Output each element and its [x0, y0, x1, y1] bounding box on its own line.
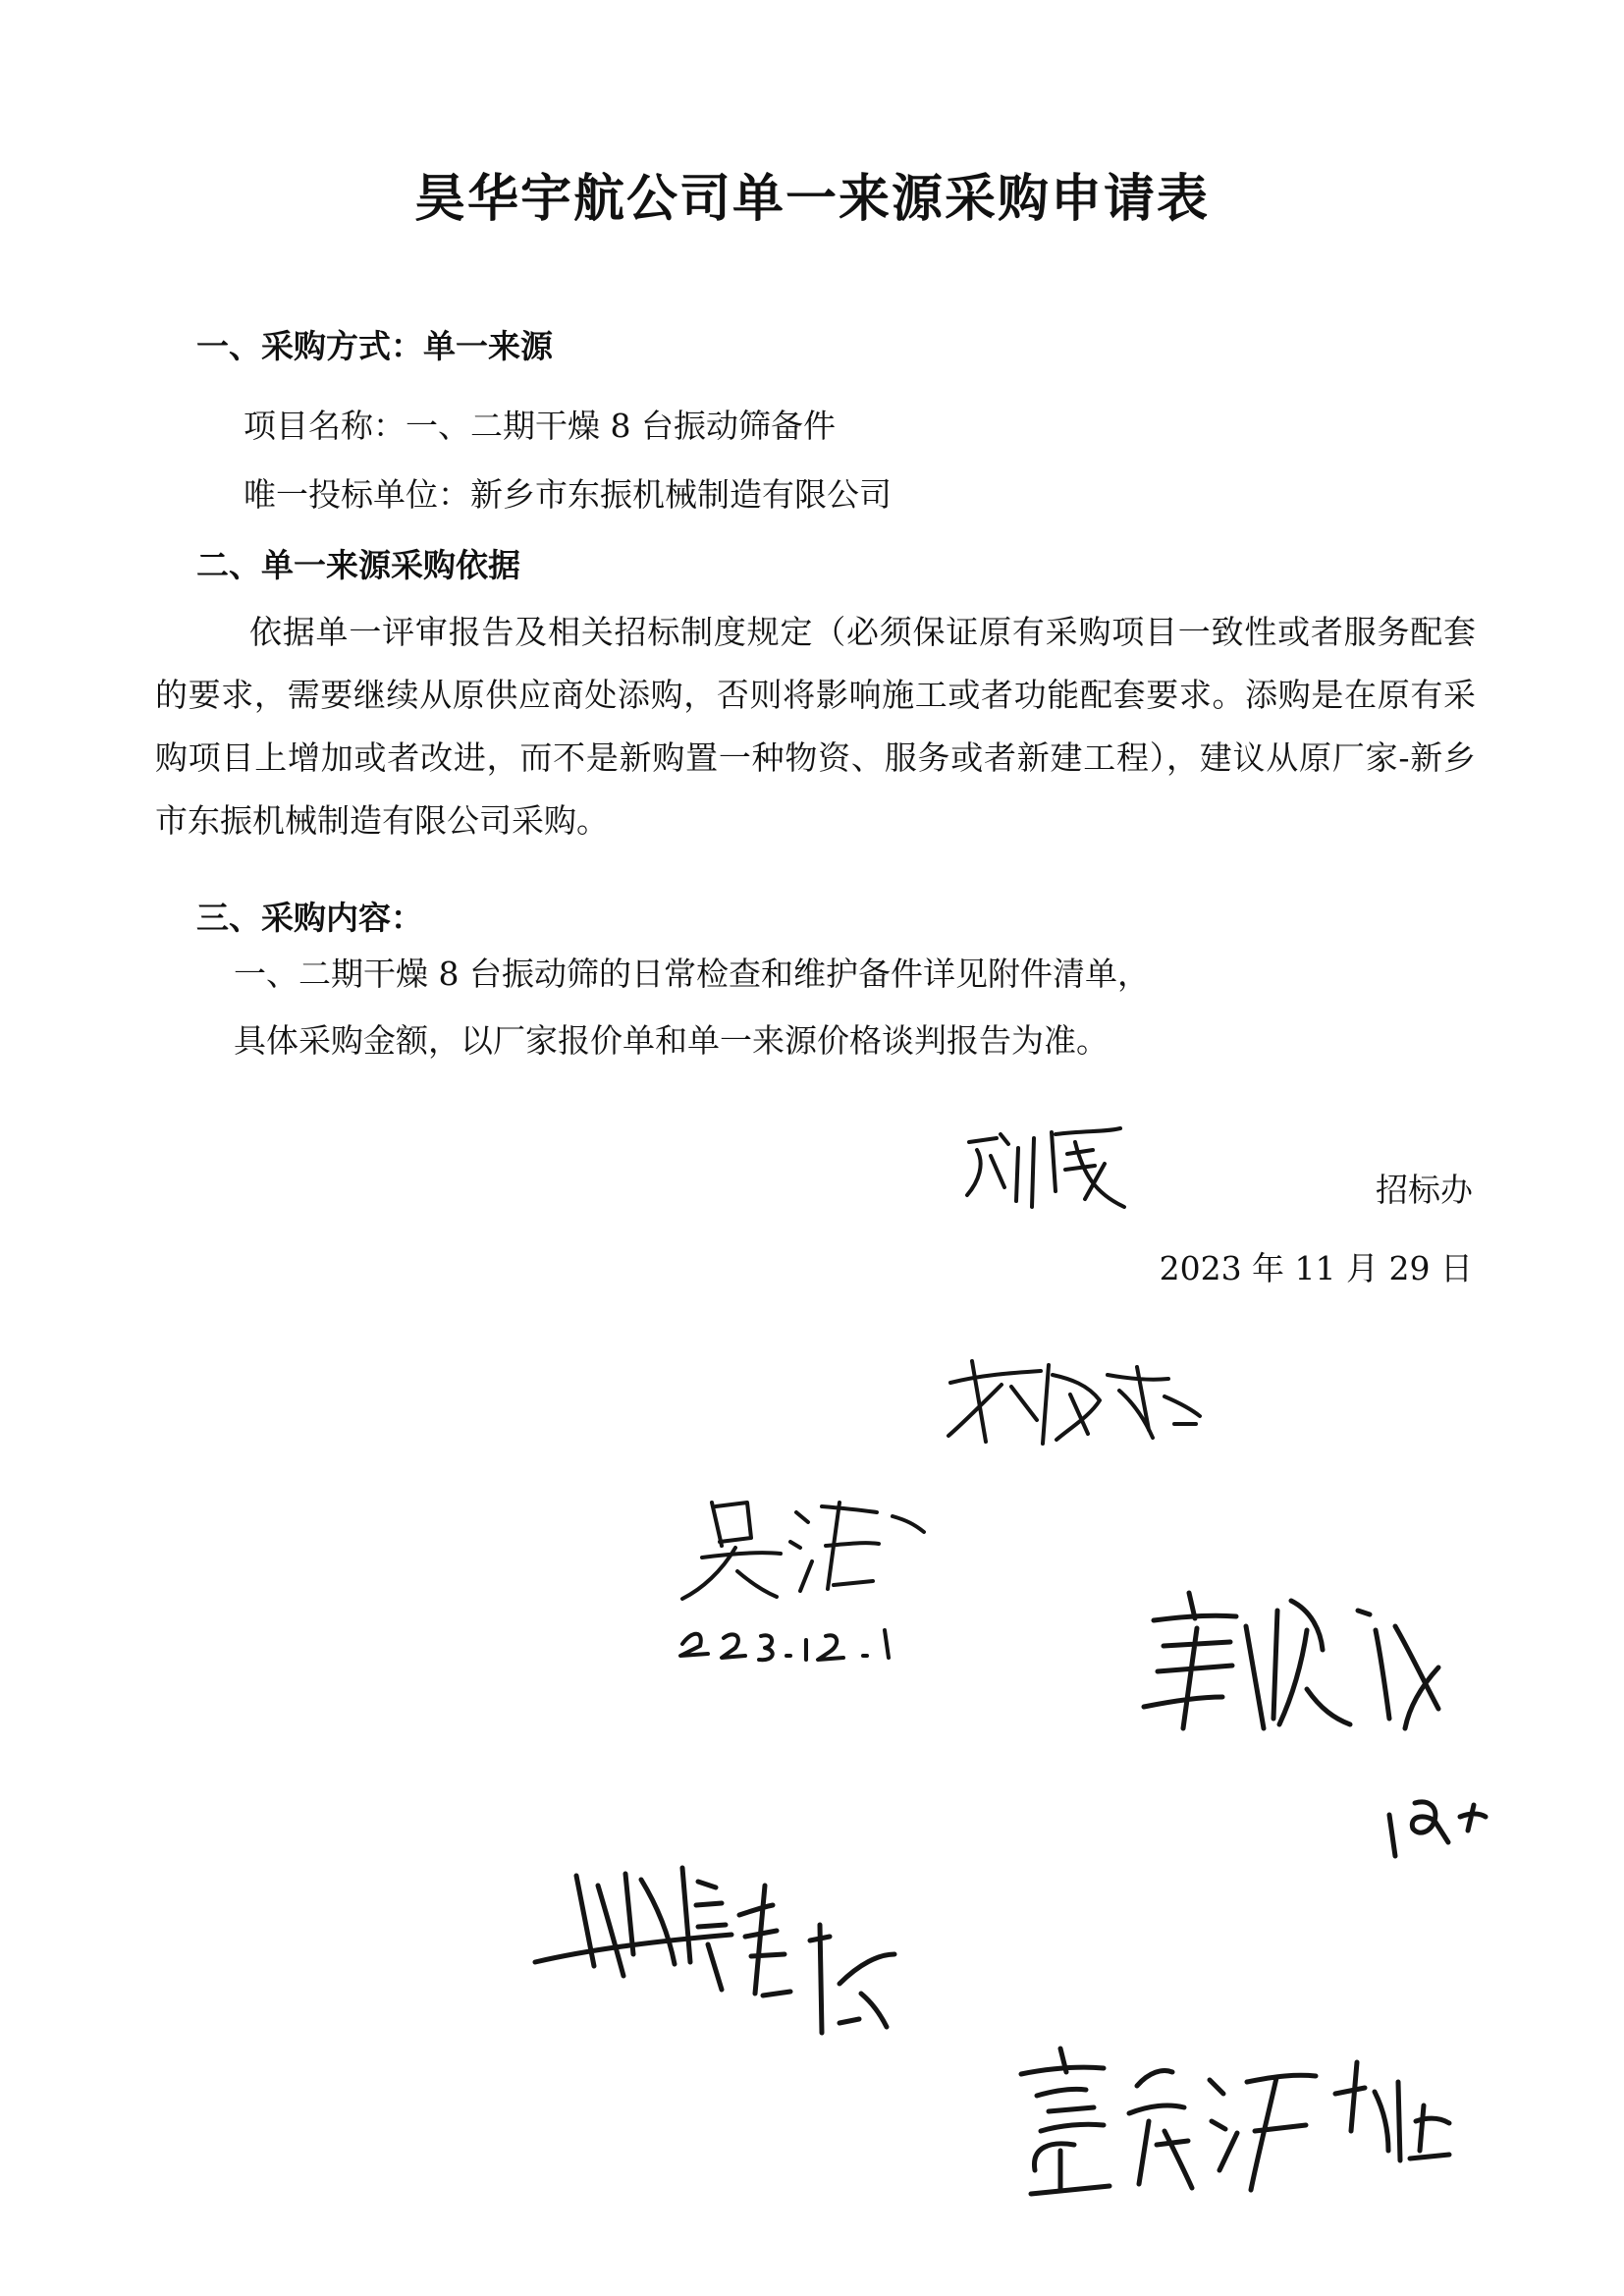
section2-heading: 二、单一来源采购依据 [196, 546, 520, 584]
section2-body: 依据单一评审报告及相关招标制度规定（必须保证原有采购项目一致性或者服务配套的要求，需要继续从原供应商处添购，否则将影响施工或者功能配套要求。添购是在原有采购项目上增加或者改进，而不是新购置一种物资、服务或者新建工程），建议从原厂家-新乡市东振机械制造有限公司采购。 [155, 613, 1476, 840]
office-name: 招标办 [1376, 1171, 1473, 1209]
section3-line2: 具体采购金额，以厂家报价单和单一来源价格谈判报告为准。 [234, 1021, 1109, 1060]
signature-3 [653, 1483, 967, 1669]
bidder-name: 新乡市东振机械制造有限公司 [470, 475, 892, 514]
project-name: 一、二期干燥 8 台振动筛备件 [406, 407, 836, 445]
bidder-label: 唯一投标单位： [244, 475, 470, 514]
signoff-date: 2023 年 11 月 29 日 [1159, 1249, 1473, 1287]
section1-heading: 一、采购方式：单一来源 [196, 327, 553, 365]
signature-5 [515, 1846, 928, 2043]
project-row [244, 407, 836, 446]
section3-line1: 一、二期干燥 8 台振动筛的日常检查和维护备件详见附件清单， [234, 955, 1150, 993]
document-title: 昊华宇航公司单一来源采购申请表 [413, 170, 1210, 229]
signature-1 [957, 1105, 1134, 1213]
bidder-row [244, 475, 892, 515]
project-label: 项目名称： [244, 407, 406, 445]
signature-6 [992, 2023, 1453, 2210]
signature-2 [943, 1345, 1208, 1453]
signature-4 [1114, 1571, 1507, 1856]
section3-heading: 三、采购内容： [196, 899, 423, 937]
